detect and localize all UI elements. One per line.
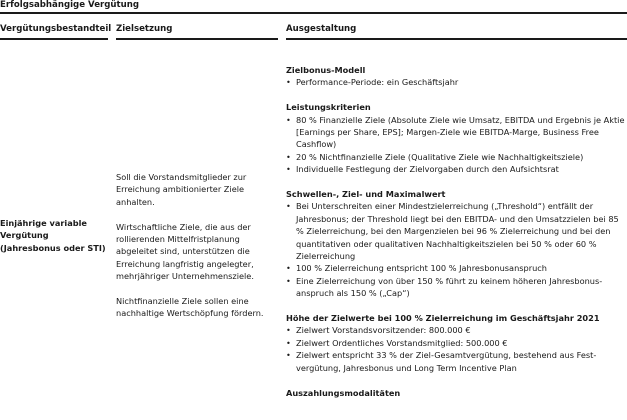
header-goal: Zielsetzung [116, 24, 173, 34]
bullet-icon: • [286, 263, 291, 274]
block-title: Leistungskriterien [286, 102, 371, 113]
top-divider [0, 12, 627, 14]
bullet-icon: • [286, 275, 291, 286]
list-item: • Zielwert entspricht 33 % der Ziel-Gesamtvergütung, bestehend aus Fest-vergütung, Jahresbonus und Long Term Incentive Plan [286, 350, 597, 373]
design-block-performance-criteria [286, 101, 627, 175]
block-title: Schwellen-, Ziel- und Maximalwert [286, 189, 446, 200]
goal-paragraph: Nichtfinanzielle Ziele sollen eine nachhaltige Wertschöpfung fördern. [116, 296, 264, 319]
design-block-threshold-target-maximum [286, 188, 627, 300]
header-divider-design [286, 38, 627, 40]
bullet-icon: • [286, 350, 291, 361]
bullet-icon: • [286, 114, 291, 125]
list-item: • Zielwert Vorstandsvorsitzender: 800.000 € [286, 325, 471, 336]
design-block-target-bonus-model [286, 64, 627, 89]
list-item: • 100 % Zielerreichung entspricht 100 % Jahresbonusanspruch [286, 263, 547, 274]
design-block-payout-terms [286, 387, 627, 399]
bullet-icon: • [286, 77, 291, 88]
goal-paragraph: Wirtschaftliche Ziele, die aus der rollierenden Mittelfristplanung abgeleitet sind, unterstützen die Erreichung langfristig angelegter, mehrjähriger Unternehmensziele. [116, 221, 254, 282]
section-title: Erfolgsabhängige Vergütung [0, 0, 140, 10]
header-divider-component [0, 38, 108, 40]
design-cell [286, 64, 627, 411]
design-block-target-values [286, 312, 627, 374]
list-item: • Eine Zielerreichung von über 150 % führt zu keinem höheren Jahresbonus-anspruch als 150 % („Cap“) [286, 275, 603, 299]
goal-paragraph: Soll die Vorstandsmitglieder zur Erreichung ambitionierter Ziele anhalten. [116, 172, 247, 207]
goal-cell [116, 171, 278, 332]
component-line-2: Vergütung [0, 230, 49, 241]
component-line-1: Einjährige variable [0, 218, 87, 228]
header-component: Vergütungsbestandteil [0, 24, 112, 34]
header-design: Ausgestaltung [286, 24, 357, 34]
list-item: • 20 % Nichtfinanzielle Ziele (Qualitative Ziele wie Nachhaltigkeitsziele) [286, 151, 584, 162]
bullet-icon: • [286, 325, 291, 336]
list-item: • Zielwert Ordentliches Vorstandsmitglied: 500.000 € [286, 337, 508, 348]
header-divider-goal [116, 38, 278, 40]
bullet-icon: • [286, 164, 291, 175]
component-line-3: (Jahresbonus oder STI) [0, 242, 106, 253]
block-title: Zielbonus-Modell [286, 65, 366, 75]
bullet-icon: • [286, 201, 291, 212]
list-item: • Performance-Periode: ein Geschäftsjahr [286, 77, 459, 88]
list-item: • Individuelle Festlegung der Zielvorgaben durch den Aufsichtsrat [286, 164, 559, 175]
list-item: • 80 % Finanzielle Ziele (Absolute Ziele wie Umsatz, EBITDA und Ergebnis je Aktie [Earnings per Share, EPS]; Margen-Ziele wie EBITDA-Marge, Business Free Cashflow) [286, 114, 625, 150]
bullet-icon: • [286, 151, 291, 162]
list-item: • Bei Unterschreiten einer Mindestzielerreichung („Threshold“) entfällt der Jahresbonus; der Threshold liegt bei den EBITDA- und den Umsatzzielen bei 85 % Zielerreichung, bei den Margenzielen bei 96 % Zielerreichung und bei den quantitativen oder qualitativen Nachhaltigkeitszielen bei 50 % oder 60 % Zielerreichung [286, 201, 619, 262]
component-cell [0, 217, 108, 254]
block-title: Auszahlungsmodalitäten [286, 387, 401, 398]
block-title: Höhe der Zielwerte bei 100 % Zielerreichung im Geschäftsjahr 2021 [286, 313, 600, 324]
bullet-icon: • [286, 337, 291, 348]
